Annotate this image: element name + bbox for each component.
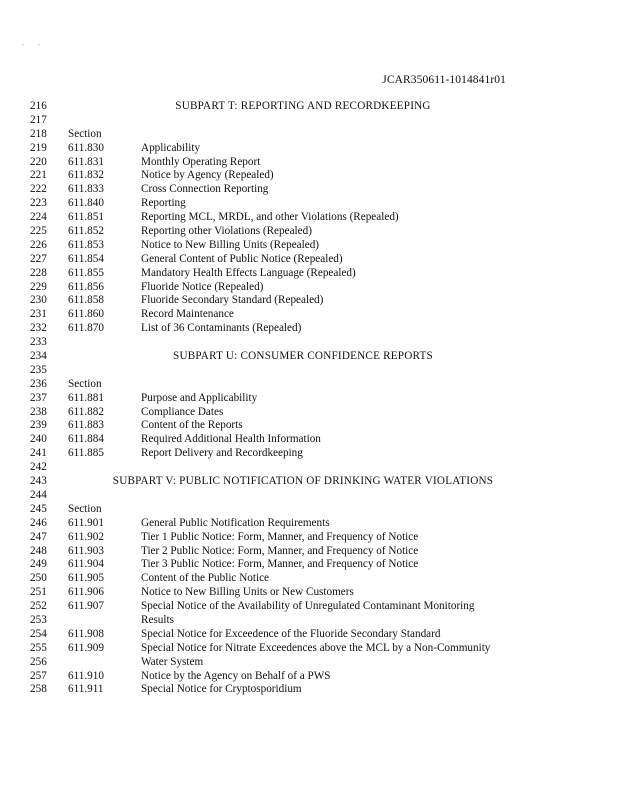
document-line	[30, 281, 590, 295]
document-line	[30, 142, 590, 156]
section-title: General Public Notification Requirements	[141, 516, 330, 529]
document-line	[30, 350, 590, 364]
line-number: 248	[30, 544, 47, 557]
line-number: 252	[30, 600, 47, 613]
document-line	[30, 628, 590, 642]
section-title: Notice by the Agency on Behalf of a PWS	[141, 669, 331, 682]
section-title: Reporting	[141, 197, 186, 210]
section-number: 611.853	[68, 238, 104, 251]
line-number: 222	[30, 183, 47, 196]
section-title: Special Notice of the Availability of Unregulated Contaminant Monitoring	[141, 600, 475, 613]
section-title: Special Notice for Nitrate Exceedences above the MCL by a Non-Community	[141, 641, 491, 654]
document-line	[30, 447, 590, 461]
line-number: 220	[30, 155, 47, 168]
section-number: 611.905	[68, 572, 104, 585]
document-line	[30, 378, 590, 392]
section-number: 611.856	[68, 280, 104, 293]
subpart-heading: SUBPART V: PUBLIC NOTIFICATION OF DRINKING WATER VIOLATIONS	[112, 475, 494, 488]
document-line	[30, 253, 590, 267]
section-number: 611.830	[68, 141, 104, 154]
line-number: 246	[30, 516, 47, 529]
section-title: List of 36 Contaminants (Repealed)	[141, 322, 302, 335]
document-line	[30, 267, 590, 281]
document-line	[30, 169, 590, 183]
line-number: 227	[30, 252, 47, 265]
document-id: JCAR350611-1014841r01	[382, 74, 506, 86]
section-title: Record Maintenance	[141, 308, 234, 321]
section-title: Special Notice for Cryptosporidium	[141, 683, 302, 696]
line-number: 255	[30, 641, 47, 654]
document-line	[30, 406, 590, 420]
section-title: Results	[141, 613, 174, 626]
section-title: General Content of Public Notice (Repealed)	[141, 252, 343, 265]
section-title: Report Delivery and Recordkeeping	[141, 447, 303, 460]
line-number: 233	[30, 336, 47, 349]
document-line	[30, 489, 590, 503]
section-number: 611.907	[68, 600, 104, 613]
document-line	[30, 642, 590, 656]
section-number: 611.909	[68, 641, 104, 654]
line-number: 245	[30, 502, 47, 515]
line-number: 253	[30, 613, 47, 626]
section-title: Mandatory Health Effects Language (Repealed)	[141, 266, 356, 279]
section-number: 611.858	[68, 294, 104, 307]
line-number: 231	[30, 308, 47, 321]
document-line	[30, 461, 590, 475]
section-title: Fluoride Notice (Repealed)	[141, 280, 264, 293]
document-line	[30, 531, 590, 545]
line-number: 234	[30, 350, 47, 363]
document-line	[30, 586, 590, 600]
document-line	[30, 475, 590, 489]
line-number: 216	[30, 100, 47, 112]
line-number: 257	[30, 669, 47, 682]
line-number: 221	[30, 169, 47, 182]
section-number: 611.885	[68, 447, 104, 460]
line-number: 237	[30, 391, 47, 404]
document-line	[30, 614, 590, 628]
section-title: Reporting other Violations (Repealed)	[141, 225, 312, 238]
section-title: Reporting MCL, MRDL, and other Violations (Repealed)	[141, 211, 399, 224]
line-number: 230	[30, 294, 47, 307]
document-line	[30, 100, 590, 114]
document-line	[30, 517, 590, 531]
line-number: 224	[30, 211, 47, 224]
line-number: 236	[30, 377, 47, 390]
document-line	[30, 294, 590, 308]
line-number: 256	[30, 655, 47, 668]
document-line	[30, 128, 590, 142]
document-line	[30, 156, 590, 170]
line-number: 228	[30, 266, 47, 279]
document-line	[30, 239, 590, 253]
section-number: 611.832	[68, 169, 104, 182]
section-title: Tier 1 Public Notice: Form, Manner, and Frequency of Notice	[141, 530, 419, 543]
section-title: Notice by Agency (Repealed)	[141, 169, 274, 182]
section-title: Content of the Reports	[141, 419, 243, 432]
section-number: 611.852	[68, 225, 104, 238]
document-line	[30, 670, 590, 684]
line-number: 218	[30, 127, 47, 140]
section-number: 611.860	[68, 308, 104, 321]
document-line	[30, 114, 590, 128]
section-title: Water System	[141, 655, 204, 668]
line-number: 250	[30, 572, 47, 585]
section-title: Tier 3 Public Notice: Form, Manner, and Frequency of Notice	[141, 558, 419, 571]
document-line	[30, 183, 590, 197]
line-number: 238	[30, 405, 47, 418]
section-label: Section	[68, 502, 102, 515]
section-number: 611.910	[68, 669, 104, 682]
line-number: 251	[30, 586, 47, 599]
section-title: Compliance Dates	[141, 405, 224, 418]
section-title: Notice to New Billing Units (Repealed)	[141, 238, 320, 251]
line-number: 254	[30, 627, 47, 640]
section-title: Content of the Public Notice	[141, 572, 270, 585]
line-number: 229	[30, 280, 47, 293]
line-number: 242	[30, 461, 47, 474]
subpart-heading: SUBPART U: CONSUMER CONFIDENCE REPORTS	[173, 350, 433, 363]
document-line	[30, 600, 590, 614]
line-number: 239	[30, 419, 47, 432]
section-number: 611.902	[68, 530, 104, 543]
numbered-lines	[30, 100, 590, 697]
section-number: 611.882	[68, 405, 104, 418]
line-number: 258	[30, 683, 47, 696]
section-number: 611.883	[68, 419, 104, 432]
section-number: 611.901	[68, 516, 104, 529]
document-line	[30, 364, 590, 378]
section-title: Monthly Operating Report	[141, 155, 261, 168]
document-line	[30, 503, 590, 517]
document-line	[30, 572, 590, 586]
document-line	[30, 419, 590, 433]
document-line	[30, 545, 590, 559]
document-line	[30, 656, 590, 670]
section-number: 611.884	[68, 433, 104, 446]
section-label: Section	[68, 127, 102, 140]
section-title: Applicability	[141, 141, 201, 154]
section-title: Notice to New Billing Units or New Customers	[141, 586, 354, 599]
section-number: 611.831	[68, 155, 104, 168]
section-number: 611.840	[68, 197, 104, 210]
section-number: 611.904	[68, 558, 104, 571]
section-number: 611.833	[68, 183, 104, 196]
document-line	[30, 683, 590, 697]
section-number: 611.906	[68, 586, 104, 599]
line-number: 219	[30, 141, 47, 154]
line-number: 232	[30, 322, 47, 335]
line-number: 226	[30, 238, 47, 251]
document-line	[30, 336, 590, 350]
section-number: 611.854	[68, 252, 104, 265]
section-number: 611.881	[68, 391, 104, 404]
scan-dots: . .	[22, 38, 46, 47]
line-number: 217	[30, 113, 47, 126]
line-number: 223	[30, 197, 47, 210]
section-title: Tier 2 Public Notice: Form, Manner, and Frequency of Notice	[141, 544, 419, 557]
document-line	[30, 308, 590, 322]
line-number: 225	[30, 225, 47, 238]
line-number: 241	[30, 447, 47, 460]
section-number: 611.870	[68, 322, 104, 335]
section-title: Cross Connection Reporting	[141, 183, 269, 196]
section-number: 611.903	[68, 544, 104, 557]
line-number: 247	[30, 530, 47, 543]
line-number: 240	[30, 433, 47, 446]
section-title: Special Notice for Exceedence of the Fluoride Secondary Standard	[141, 627, 441, 640]
line-number: 243	[30, 475, 47, 488]
section-number: 611.908	[68, 627, 104, 640]
line-number: 249	[30, 558, 47, 571]
section-number: 611.855	[68, 266, 104, 279]
document-line	[30, 225, 590, 239]
subpart-heading: SUBPART T: REPORTING AND RECORDKEEPING	[175, 100, 431, 112]
section-title: Required Additional Health Information	[141, 433, 321, 446]
document-line	[30, 211, 590, 225]
section-label: Section	[68, 377, 102, 390]
document-line	[30, 433, 590, 447]
section-number: 611.911	[68, 683, 104, 696]
document-line	[30, 558, 590, 572]
line-number: 235	[30, 363, 47, 376]
line-number: 244	[30, 488, 47, 501]
document-line	[30, 322, 590, 336]
section-title: Fluoride Secondary Standard (Repealed)	[141, 294, 324, 307]
section-number: 611.851	[68, 211, 104, 224]
document-line	[30, 392, 590, 406]
document-line	[30, 197, 590, 211]
section-title: Purpose and Applicability	[141, 391, 258, 404]
